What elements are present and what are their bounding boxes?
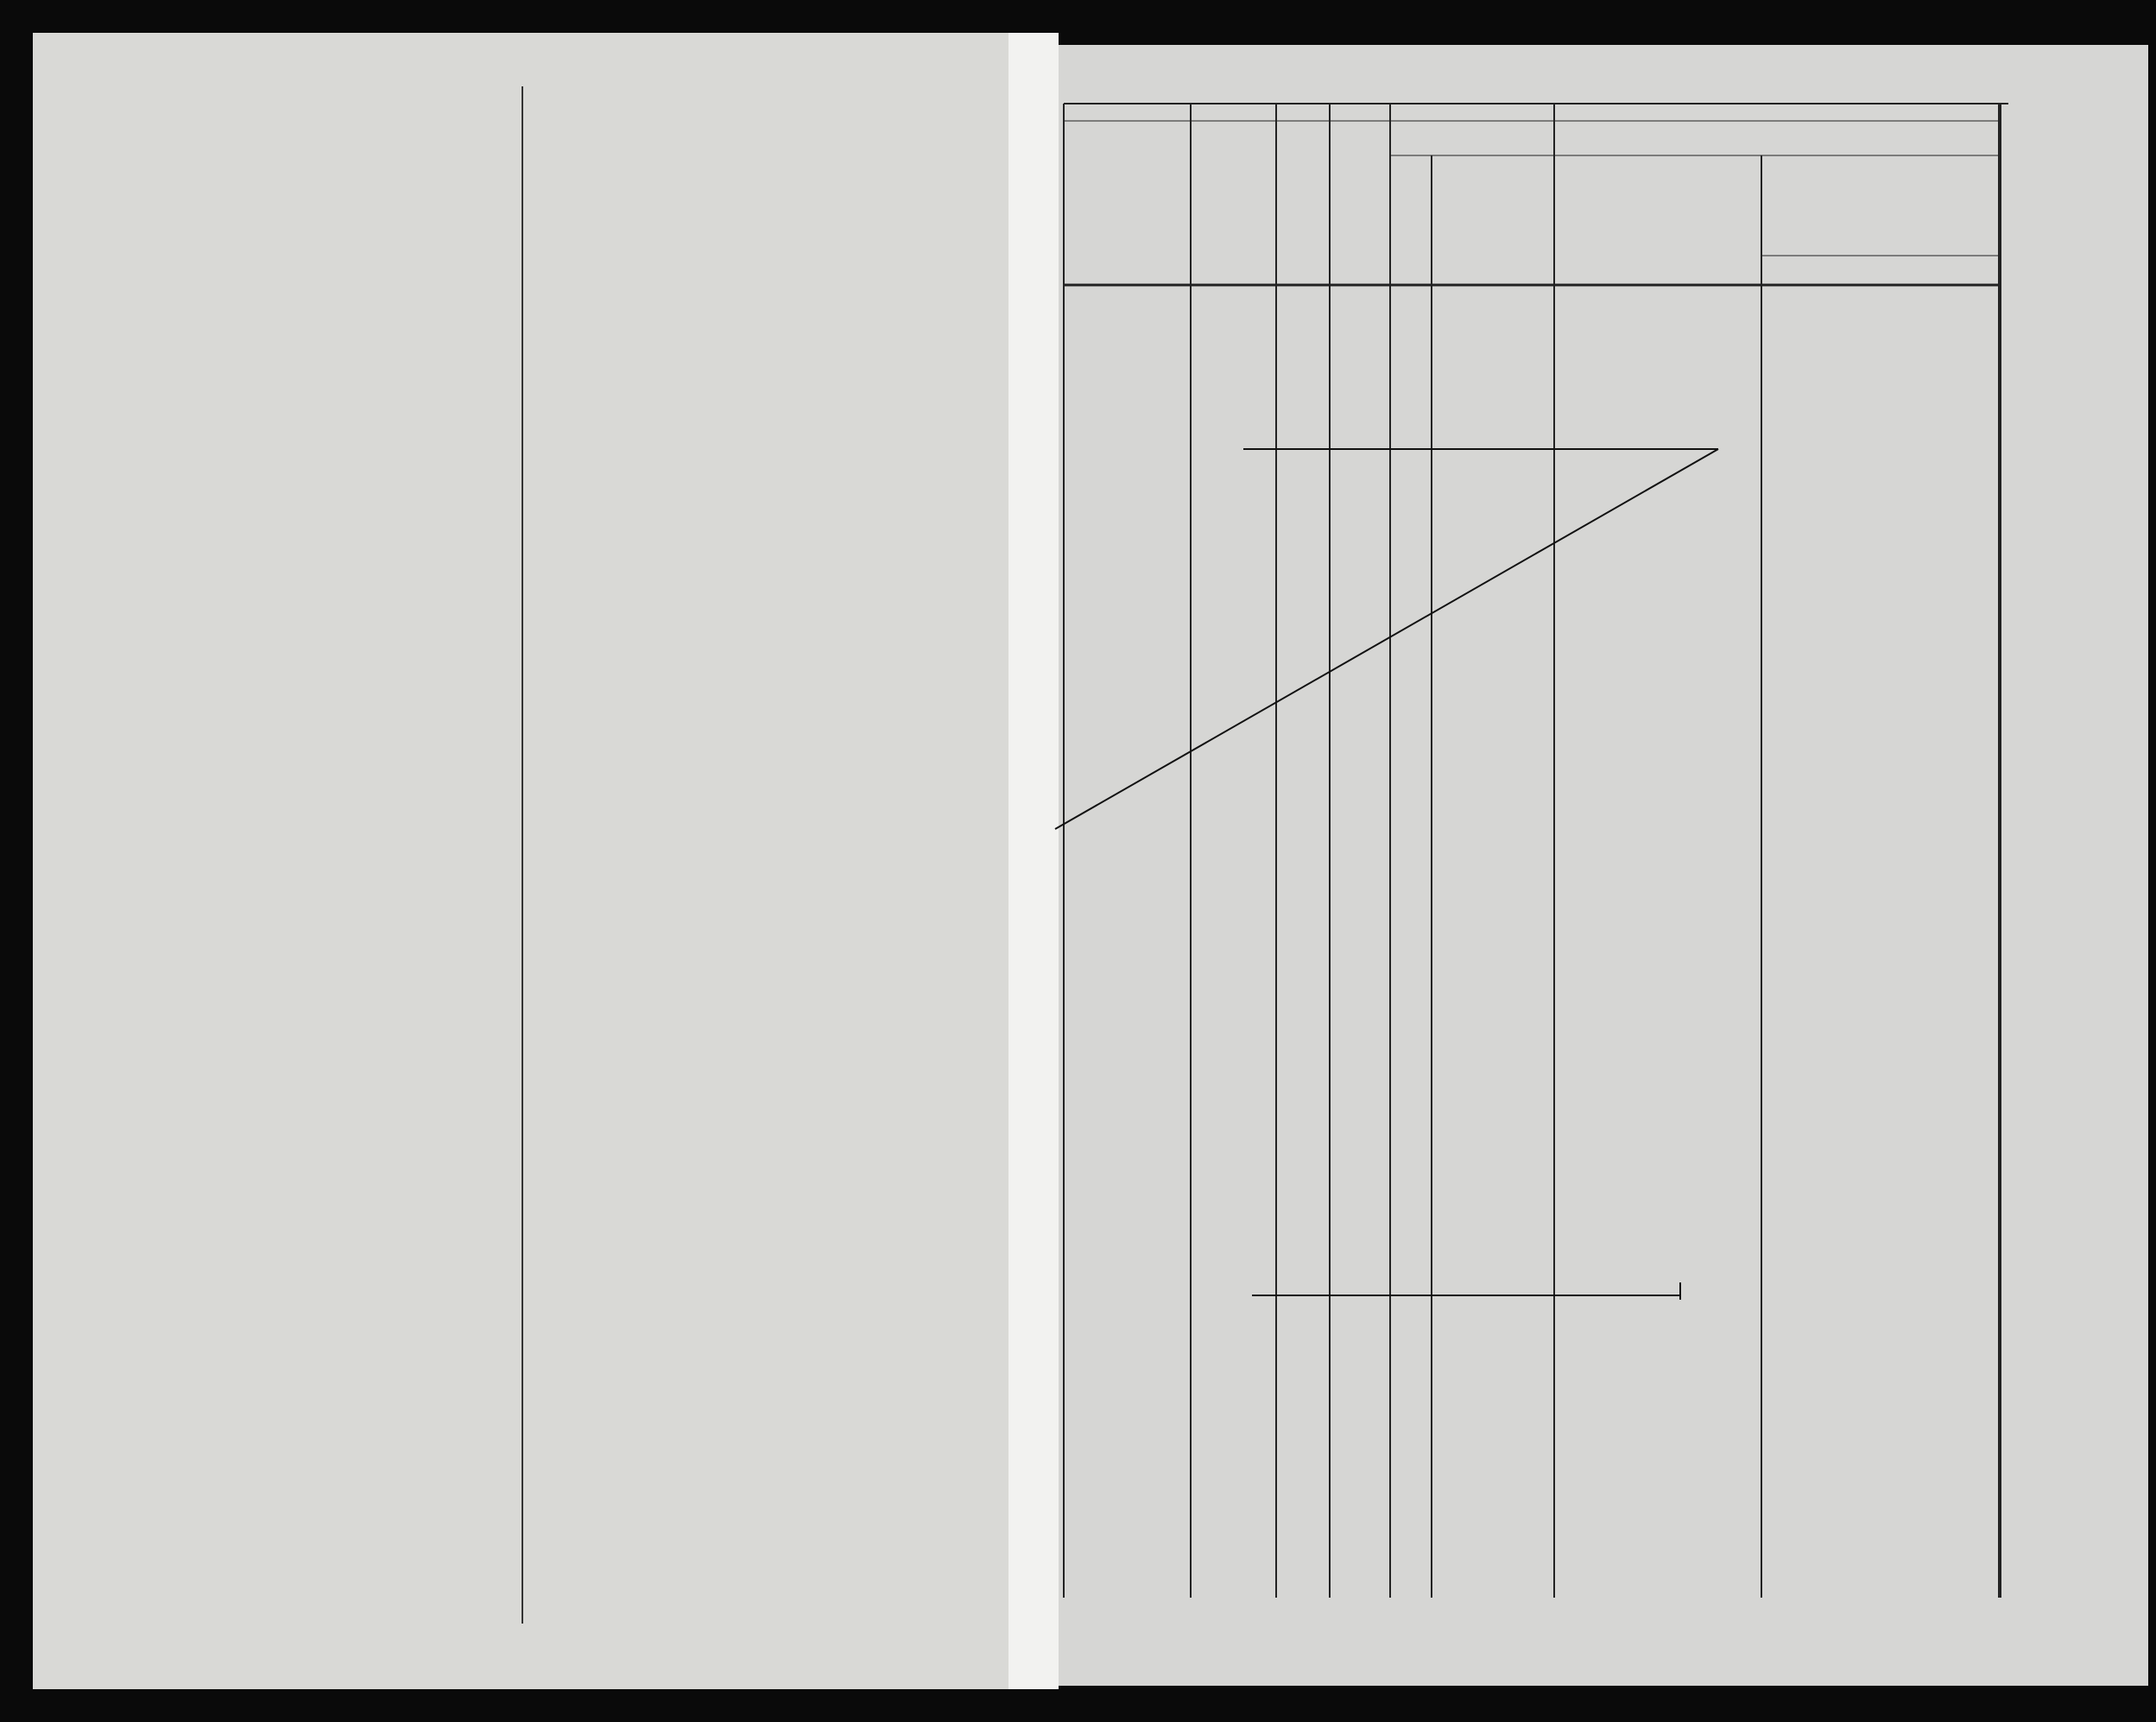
strike-through-line — [1055, 449, 1718, 829]
